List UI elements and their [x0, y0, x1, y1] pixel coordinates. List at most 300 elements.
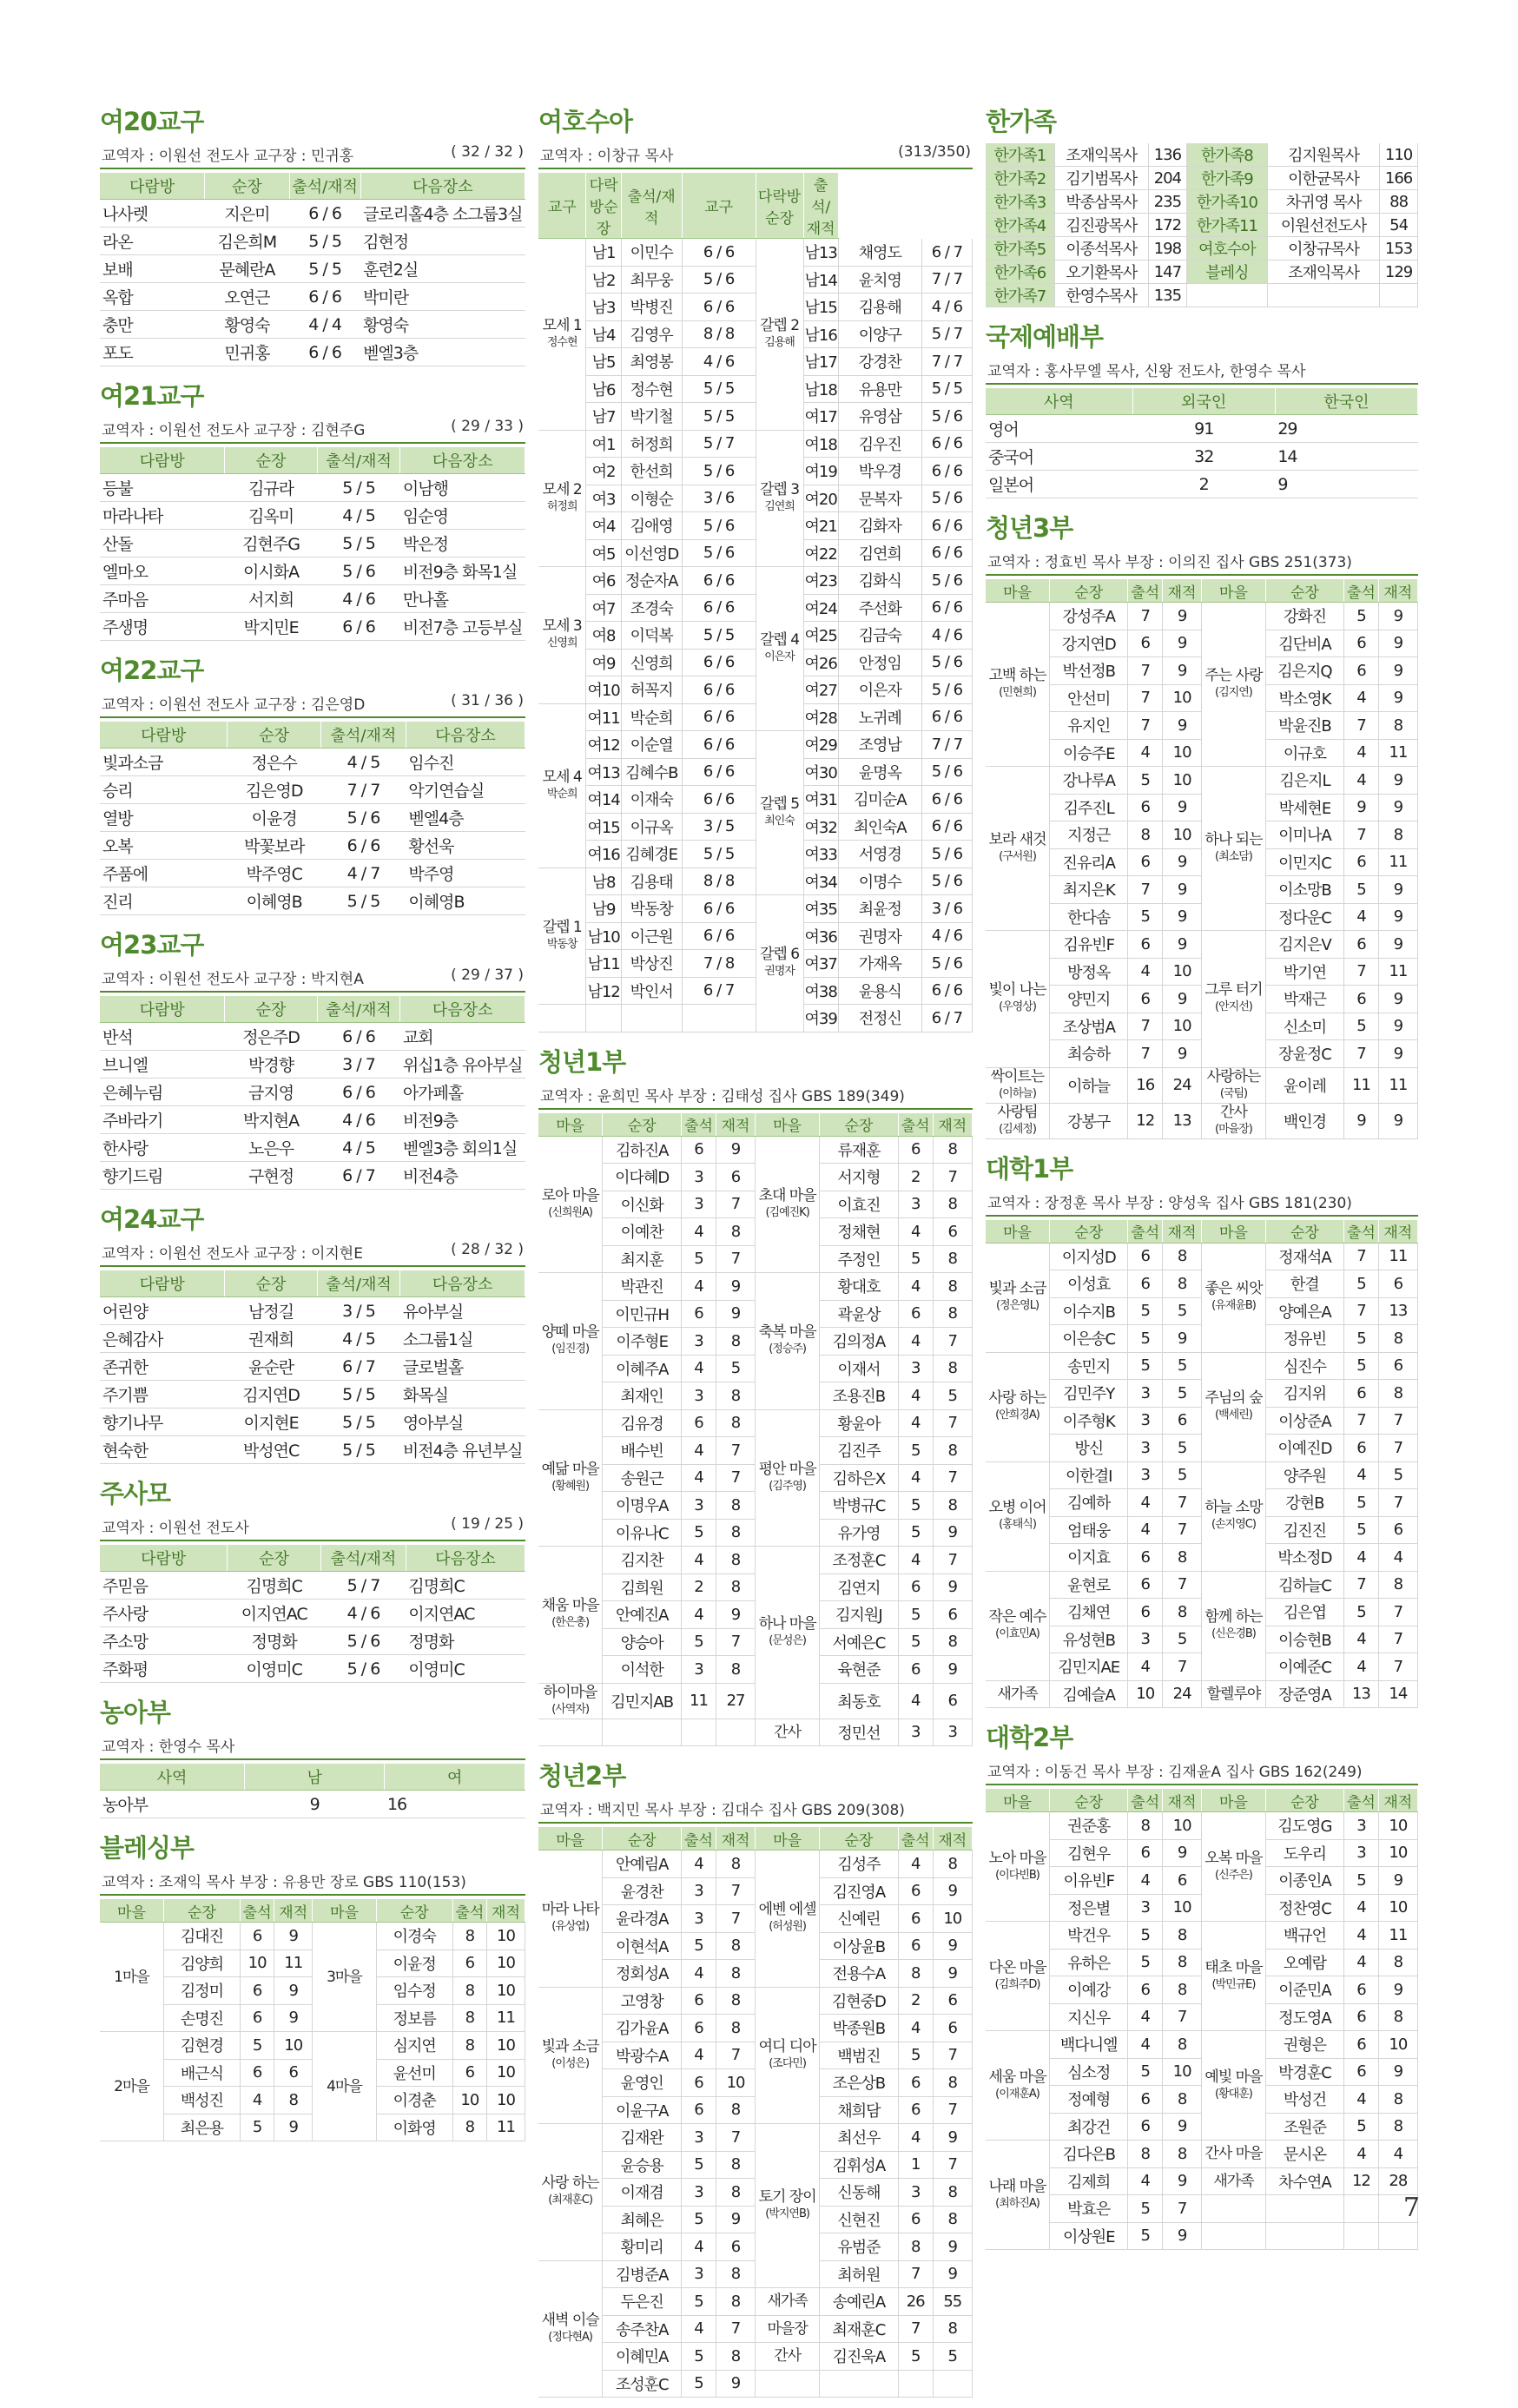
- table-cell: 6 / 6: [682, 649, 756, 676]
- section-table: [100, 996, 525, 1190]
- table-cell: 8: [452, 2004, 486, 2032]
- table-cell: 심지연: [376, 2032, 452, 2060]
- table-cell: 5 / 6: [682, 539, 756, 567]
- table-row: [986, 1680, 1418, 1708]
- table-cell: 유성현B: [1049, 1626, 1127, 1653]
- table-cell: 5: [1344, 2113, 1379, 2141]
- table-cell: 이하늘: [1049, 1067, 1127, 1103]
- group-label: 새가족: [997, 1685, 1038, 1703]
- table-cell: 7: [716, 2042, 755, 2069]
- column-header: 한국인: [1275, 388, 1417, 415]
- group-name: [1202, 2031, 1265, 2141]
- table-cell: 6 / 7: [317, 1162, 400, 1190]
- column-header: 재적: [716, 1113, 755, 1137]
- table-row: [538, 813, 973, 841]
- table-cell: 5 / 7: [321, 1572, 406, 1600]
- meta-text: 교역자 : 정효빈 목사 부장 : 이의진 집사 GBS 251(373): [987, 554, 1352, 571]
- table-cell: 4: [1344, 1894, 1379, 1922]
- group-name: [538, 703, 586, 868]
- table-cell: 박주영C: [228, 860, 321, 887]
- section-title: 주사모: [100, 1479, 171, 1508]
- group-table: [986, 1220, 1418, 1709]
- section-title: 청년2부: [538, 1761, 626, 1791]
- table-cell: 8: [933, 1492, 972, 1520]
- table-cell: 4: [1344, 1949, 1379, 1976]
- table-cell: 7: [933, 1409, 972, 1437]
- group-leader: (정은영L): [995, 1299, 1040, 1312]
- group-leader: (김주영): [769, 1479, 807, 1493]
- table-cell: 조용진B: [820, 1382, 899, 1410]
- hangajok-table: [986, 143, 1418, 307]
- table-row: [100, 1381, 525, 1409]
- table-cell: 이규옥: [621, 813, 682, 841]
- table-cell: 현숙한: [100, 1436, 225, 1464]
- table-cell: 지은미: [205, 200, 290, 228]
- table-cell: 오기환목사: [1054, 261, 1148, 284]
- table-cell: 6: [1128, 1599, 1163, 1626]
- table-cell: 3 / 5: [682, 813, 756, 841]
- table-cell: 6: [1344, 2058, 1379, 2086]
- table-cell: 김지은V: [1265, 931, 1343, 959]
- group-leader: (안지선): [1215, 1000, 1252, 1014]
- group-label: 오복 마을: [1204, 1849, 1263, 1867]
- table-cell: 강화진: [1265, 603, 1343, 630]
- table-cell: 한가족8: [1186, 143, 1267, 167]
- table-cell: 신영희: [621, 649, 682, 676]
- table-cell: 4: [1128, 1867, 1163, 1895]
- empty-cell: [621, 1005, 682, 1032]
- table-cell: 55: [933, 2288, 972, 2316]
- column-header: 다음장소: [406, 1545, 525, 1572]
- column-header: 출석/재적: [289, 173, 360, 200]
- table-cell: 조원준: [1265, 2113, 1343, 2141]
- table-cell: 6 / 6: [682, 703, 756, 731]
- table-cell: 이영미C: [406, 1655, 525, 1683]
- table-cell: 5 / 5: [317, 530, 400, 557]
- group-name: [986, 1352, 1049, 1461]
- table-cell: 5: [898, 1601, 933, 1629]
- table-cell: 8: [1163, 1599, 1202, 1626]
- table-cell: 5 / 6: [321, 804, 406, 832]
- table-cell: 김민주Y: [1049, 1380, 1127, 1408]
- table-cell: 양예은A: [1265, 1297, 1343, 1325]
- table-row: [538, 567, 973, 595]
- table-cell: 이경춘: [376, 2087, 452, 2114]
- table-cell: 여31: [803, 786, 838, 814]
- table-cell: 4: [1344, 1922, 1379, 1949]
- table-cell: 유영삼: [838, 403, 921, 431]
- table-cell: 9: [933, 1519, 972, 1547]
- table-cell: 9: [274, 2114, 313, 2141]
- group-leader: (백세린): [1215, 1409, 1252, 1422]
- table-cell: 9: [1378, 603, 1417, 630]
- table-cell: 3 / 6: [921, 895, 972, 923]
- table-cell: 5 / 6: [321, 1627, 406, 1655]
- table-cell: 최승하: [1049, 1040, 1127, 1068]
- table-cell: 윤명옥: [838, 758, 921, 786]
- table-cell: 도우리: [1265, 1839, 1343, 1867]
- group-name: [986, 767, 1049, 931]
- table-cell: 6: [682, 1409, 716, 1437]
- group-label: 새가족: [1213, 2172, 1254, 2190]
- section: [100, 377, 525, 641]
- column-header: 출석: [898, 1827, 933, 1851]
- table-cell: 7: [933, 1328, 972, 1356]
- group-leader: (마을장): [1215, 1122, 1252, 1136]
- table-cell: 9: [933, 2124, 972, 2152]
- table-cell: 7: [933, 1547, 972, 1574]
- group-leader: (구서원): [999, 850, 1036, 863]
- table-cell: 91: [1132, 415, 1275, 443]
- table-cell: 8: [716, 1573, 755, 1601]
- table-row: [100, 1572, 525, 1600]
- table-cell: 김채연: [1049, 1599, 1127, 1626]
- column-header: 출석: [1128, 1220, 1163, 1244]
- group-label: 1마을: [114, 1968, 149, 1986]
- table-cell: 전용수A: [820, 1960, 899, 1988]
- table-cell: 6: [1344, 1976, 1379, 2004]
- table-cell: 이예준C: [1265, 1653, 1343, 1681]
- table-cell: 여17: [803, 403, 838, 431]
- group-leader: (이효민A): [995, 1627, 1040, 1640]
- table-cell: 6: [241, 2004, 274, 2032]
- section: [100, 1474, 525, 1683]
- table-row: [100, 1627, 525, 1655]
- table-cell: 비전9층: [400, 1106, 525, 1134]
- table-cell: 김지원목사: [1267, 143, 1379, 167]
- header-row: [986, 388, 1418, 415]
- table-cell: 6: [1128, 630, 1163, 657]
- group-name: [986, 1103, 1049, 1138]
- table-cell: 이재겸: [603, 2179, 682, 2207]
- table-cell: 5 / 6: [921, 841, 972, 868]
- table-cell: 여18: [803, 430, 838, 458]
- table-cell: 7: [716, 1464, 755, 1492]
- table-cell: 8: [716, 1987, 755, 2015]
- group-leader: 이은자: [764, 650, 795, 663]
- table-cell: 김주진L: [1049, 794, 1127, 821]
- table-cell: 이은자: [838, 676, 921, 704]
- table-cell: 여호수아: [1186, 237, 1267, 261]
- column-header: 교구: [538, 173, 586, 239]
- table-cell: 7: [1163, 1653, 1202, 1681]
- empty-cell: [538, 1719, 603, 1746]
- table-cell: 이혜영B: [228, 887, 321, 915]
- table-cell: 110: [1380, 143, 1418, 167]
- table-cell: 8: [1378, 1949, 1417, 1976]
- group-name: [538, 239, 586, 431]
- table-cell: 이성효: [1049, 1270, 1127, 1298]
- table-cell: 박소정D: [1265, 1544, 1343, 1572]
- table-cell: 4: [682, 1355, 716, 1382]
- table-cell: 5: [898, 1437, 933, 1465]
- table-cell: 이주형K: [1049, 1407, 1127, 1435]
- table-cell: 농아부: [100, 1791, 244, 1818]
- table-cell: 김진주: [820, 1437, 899, 1465]
- table-cell: 민귀홍: [205, 339, 290, 366]
- group-label: 사랑하는: [1206, 1067, 1261, 1085]
- table-cell: 안선미: [1049, 684, 1127, 712]
- section-meta: [100, 418, 525, 444]
- column-header: 순장: [1049, 579, 1127, 603]
- column-header: 다음장소: [360, 173, 525, 200]
- table-cell: 최재인: [603, 1382, 682, 1410]
- table-cell: 이석한: [603, 1656, 682, 1684]
- table-cell: 6 / 6: [921, 594, 972, 622]
- table-cell: [1267, 284, 1379, 307]
- header-row: [100, 1764, 525, 1791]
- table-cell: 3: [682, 2260, 716, 2288]
- table-row: [100, 1297, 525, 1325]
- table-row: [986, 190, 1418, 214]
- table-cell: 김병준A: [603, 2260, 682, 2288]
- table-cell: 주화평: [100, 1655, 228, 1683]
- table-cell: 서지형: [820, 1164, 899, 1191]
- column-header: 다음장소: [400, 996, 525, 1023]
- table-cell: 11: [1378, 739, 1417, 767]
- table-cell: 9: [1378, 931, 1417, 959]
- table-cell: 김지찬: [603, 1547, 682, 1574]
- table-cell: 4: [898, 2124, 933, 2152]
- table-cell: 송민지: [1049, 1352, 1127, 1380]
- table-cell: 전정신: [838, 1005, 921, 1032]
- table-cell: 이은송C: [1049, 1325, 1127, 1353]
- table-cell: 5 / 6: [921, 758, 972, 786]
- group-label: 빛이 나는: [988, 981, 1046, 999]
- group-leader: (김예진K): [765, 1205, 809, 1219]
- group-name: [538, 2124, 603, 2261]
- table-cell: 8: [716, 2151, 755, 2179]
- table-cell: 이화영: [376, 2114, 452, 2141]
- table-cell: 최재훈C: [820, 2315, 899, 2343]
- table-cell: 한가족6: [986, 261, 1054, 284]
- table-cell: 4: [1344, 1626, 1379, 1653]
- table-cell: 7: [1344, 1243, 1379, 1270]
- table-cell: 5: [682, 2343, 716, 2371]
- table-cell: 9: [1163, 1839, 1202, 1867]
- table-cell: 9: [1378, 876, 1417, 904]
- table-cell: 9: [1378, 657, 1417, 685]
- group-label: 하나 되는: [1204, 831, 1263, 848]
- table-cell: 정명화: [406, 1627, 525, 1655]
- table-cell: 강지연D: [1049, 630, 1127, 657]
- table-cell: 6 / 6: [317, 1079, 400, 1106]
- empty-cell: [1344, 2195, 1379, 2223]
- table-cell: 이종인A: [1265, 1867, 1343, 1895]
- table-cell: 김의정A: [820, 1328, 899, 1356]
- table-cell: 윤선미: [376, 2059, 452, 2087]
- table-row: [100, 474, 525, 502]
- table-cell: 9: [1378, 986, 1417, 1013]
- section: [986, 509, 1418, 1139]
- column-header: 순장: [228, 1545, 321, 1572]
- table-cell: 6: [933, 1683, 972, 1719]
- table-cell: 6: [898, 1905, 933, 1933]
- column-header: 출석/재적: [317, 447, 400, 474]
- table-cell: 백다니엘: [1049, 2031, 1127, 2059]
- table-cell: 4: [898, 1409, 933, 1437]
- table-cell: 7: [1128, 712, 1163, 740]
- table-cell: 마라나타: [100, 502, 225, 530]
- table-cell: 9: [1378, 684, 1417, 712]
- table-cell: 산돌: [100, 530, 225, 557]
- column-header: 마을: [100, 1899, 163, 1923]
- empty-cell: [898, 2370, 933, 2398]
- group-name: [756, 2288, 820, 2316]
- group-name: [756, 2343, 820, 2371]
- table-cell: 4: [1378, 1544, 1417, 1572]
- group-label: 할렐루야: [1206, 1685, 1261, 1703]
- table-cell: 김혜경E: [621, 841, 682, 868]
- table-cell: 여14: [586, 786, 621, 814]
- table-cell: 6: [1128, 986, 1163, 1013]
- table-cell: 김예하: [1049, 1489, 1127, 1517]
- table-cell: 정재석A: [1265, 1243, 1343, 1270]
- meta-text: 교역자 : 한영수 목사: [102, 1738, 235, 1756]
- column-header: 외국인: [1132, 388, 1275, 415]
- table-cell: 10: [1163, 821, 1202, 849]
- table-cell: 5: [1344, 1270, 1379, 1298]
- table-cell: 3 / 6: [682, 485, 756, 512]
- group-name: [756, 430, 803, 567]
- group-leader: (한은총): [551, 1616, 590, 1630]
- group-name: [986, 1243, 1049, 1352]
- group-leader: (사역자): [551, 1702, 590, 1716]
- table-cell: 아가페홀: [400, 1079, 525, 1106]
- table-cell: 박주영: [406, 860, 525, 887]
- table-cell: 장윤정C: [1265, 1040, 1343, 1068]
- table-cell: 5: [682, 2151, 716, 2179]
- table-cell: 9: [933, 1573, 972, 1601]
- table-cell: 7: [1378, 1599, 1417, 1626]
- table-cell: 7: [1163, 2003, 1202, 2031]
- table-row: [538, 758, 973, 786]
- table-cell: 7: [1378, 1653, 1417, 1681]
- section-meta: [986, 550, 1418, 576]
- column-header: 출석: [682, 1113, 716, 1137]
- table-cell: 3: [1128, 1435, 1163, 1462]
- table-cell: 6: [1344, 630, 1379, 657]
- table-cell: 8 / 8: [682, 868, 756, 895]
- table-cell: 김하진A: [603, 1136, 682, 1164]
- table-row: [100, 1106, 525, 1134]
- group-name: [538, 1273, 603, 1410]
- table-cell: 최은용: [163, 2114, 240, 2141]
- group-leader: 김연희: [764, 499, 795, 513]
- section-title: 대학2부: [986, 1723, 1073, 1752]
- table-cell: 8: [1378, 1325, 1417, 1353]
- header-row: [100, 1899, 525, 1923]
- table-cell: 8: [716, 1547, 755, 1574]
- table-cell: 차귀영 목사: [1267, 190, 1379, 214]
- table-row: [986, 2167, 1418, 2195]
- table-cell: 6 / 6: [921, 512, 972, 540]
- table-row: [538, 239, 973, 267]
- table-cell: 8: [1163, 1544, 1202, 1572]
- table-cell: 이유나C: [603, 1519, 682, 1547]
- table-cell: 6: [898, 1136, 933, 1164]
- table-cell: 정은주D: [225, 1023, 317, 1051]
- table-cell: 영아부실: [400, 1409, 525, 1436]
- attendance-count: ( 19 / 25 ): [451, 1515, 524, 1533]
- table-cell: 4: [1128, 958, 1163, 986]
- table-cell: 은혜감사: [100, 1325, 225, 1353]
- table-cell: 남15: [803, 294, 838, 321]
- table-row: [538, 1409, 973, 1437]
- table-cell: 여13: [586, 758, 621, 786]
- group-label: 작은 예수: [988, 1608, 1046, 1626]
- table-cell: 여37: [803, 950, 838, 978]
- table-cell: 박종삼목사: [1054, 190, 1148, 214]
- section: [100, 1200, 525, 1464]
- table-cell: 6: [1128, 1839, 1163, 1867]
- column-header: 다음장소: [400, 1270, 525, 1297]
- table-cell: 허정희: [621, 430, 682, 458]
- table-cell: 박경향: [225, 1051, 317, 1079]
- group-name: [986, 603, 1049, 767]
- table-row: [538, 841, 973, 868]
- table-cell: 9: [274, 1923, 313, 1950]
- table-cell: 백범진: [820, 2042, 899, 2069]
- table-cell: 6: [716, 1164, 755, 1191]
- table-cell: 이한결I: [1049, 1461, 1127, 1489]
- table-cell: 김명희C: [406, 1572, 525, 1600]
- table-cell: 6 / 6: [682, 895, 756, 923]
- table-cell: 노귀례: [838, 703, 921, 731]
- column-header: 재적: [1163, 1789, 1202, 1812]
- table-cell: 11: [486, 2004, 525, 2032]
- table-cell: 5: [1128, 1352, 1163, 1380]
- table-cell: 7: [1378, 1407, 1417, 1435]
- table-cell: 4: [898, 1683, 933, 1719]
- table-row: [538, 430, 973, 458]
- table-cell: 9: [1163, 876, 1202, 904]
- header-row: [100, 1545, 525, 1572]
- table-cell: 11: [682, 1683, 716, 1719]
- table-cell: 서영경: [838, 841, 921, 868]
- column-header: 출석: [452, 1899, 486, 1923]
- group-label: 모세 4: [542, 768, 582, 786]
- table-cell: 6: [682, 1300, 716, 1328]
- table-row: [986, 471, 1418, 498]
- section: [100, 651, 525, 915]
- column-header: 출석/재적: [317, 1270, 400, 1297]
- table-cell: 8: [933, 1437, 972, 1465]
- table-cell: 문혜란A: [205, 255, 290, 283]
- column-header: 순장: [163, 1899, 240, 1923]
- attendance-count: ( 31 / 36 ): [451, 692, 524, 709]
- table-cell: 이양구: [838, 320, 921, 348]
- table-cell: 박선정B: [1049, 657, 1127, 685]
- table-row: [100, 1023, 525, 1051]
- table-cell: 남4: [586, 320, 621, 348]
- table-cell: 나사렛: [100, 200, 205, 228]
- table-cell: 박성연C: [225, 1436, 317, 1464]
- table-cell: 8: [1378, 1571, 1417, 1599]
- table-row: [100, 613, 525, 641]
- table-cell: 5 / 5: [321, 887, 406, 915]
- table-row: [100, 749, 525, 776]
- table-cell: 여7: [586, 594, 621, 622]
- table-cell: 정은수: [228, 749, 321, 776]
- table-cell: 8: [933, 1300, 972, 1328]
- table-cell: 3: [1128, 1626, 1163, 1653]
- table-cell: 주마음: [100, 585, 225, 613]
- table-cell: 10: [486, 1977, 525, 2005]
- table-cell: 송예린A: [820, 2288, 899, 2316]
- table-cell: 남7: [586, 403, 621, 431]
- table-cell: 10: [1163, 958, 1202, 986]
